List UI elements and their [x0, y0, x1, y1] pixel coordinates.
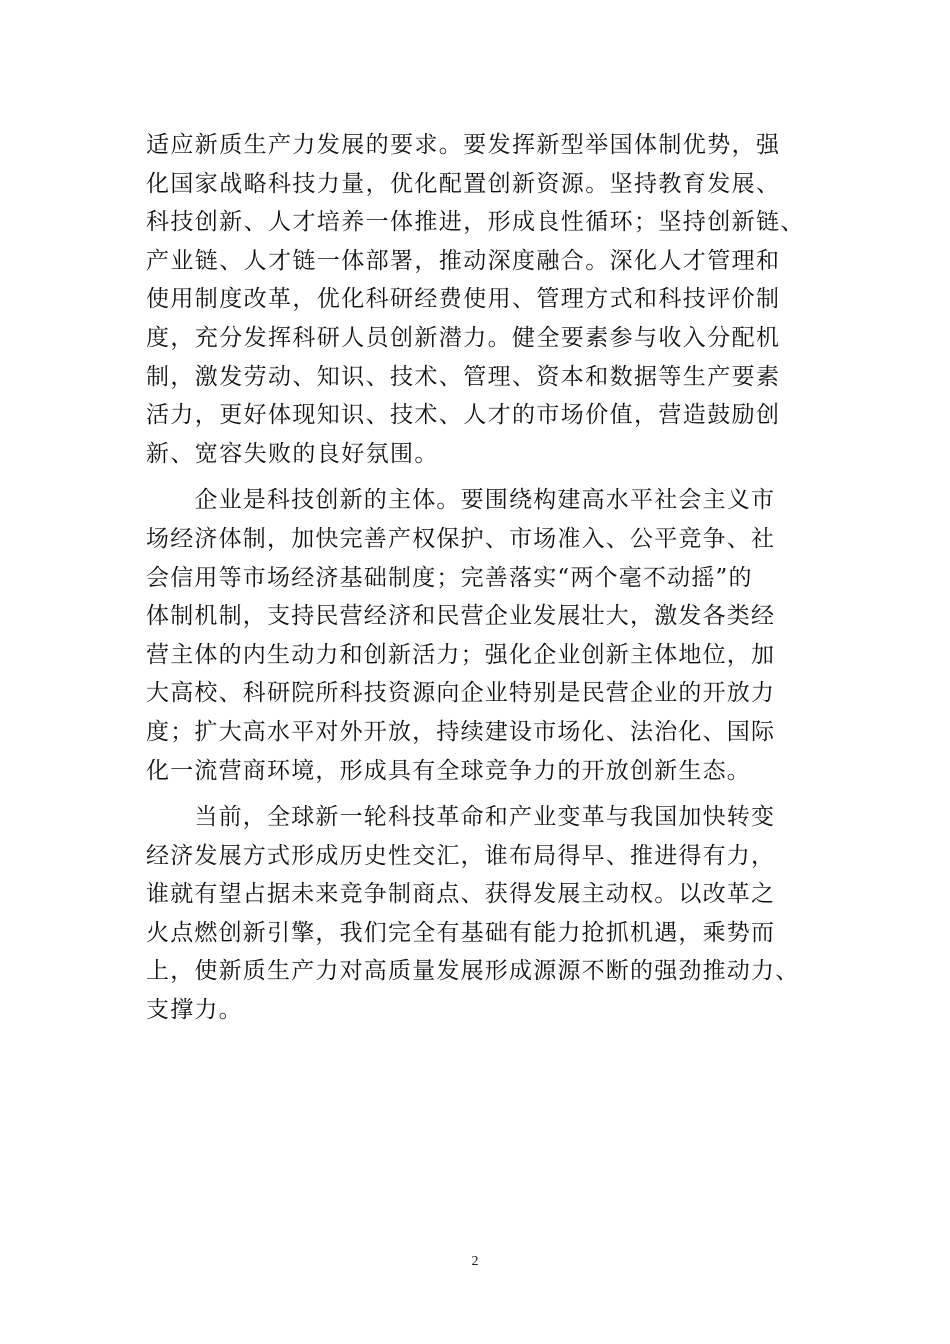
- text-line: 支撑力。: [146, 997, 243, 1024]
- text-line: 当前，全球新一轮科技革命和产业变革与我国加快转变: [146, 804, 776, 831]
- text-line: 化国家战略科技力量，优化配置创新资源。坚持教育发展、: [146, 170, 781, 197]
- text-line: 火点燃创新引擎，我们完全有基础有能力抢抓机遇，乘势而: [146, 919, 776, 946]
- text-line: 制，激发劳动、知识、技术、管理、资本和数据等生产要素: [146, 363, 781, 390]
- paragraph-3: [146, 798, 826, 1030]
- text-line: 经济发展方式形成历史性交汇，谁布局得早、推进得有力，: [146, 842, 776, 869]
- text-line: 化一流营商环境，形成具有全球竞争力的开放创新生态。: [146, 757, 751, 784]
- paragraph-1: [146, 126, 826, 473]
- text-line: 度，充分发挥科研人员创新潜力。健全要素参与收入分配机: [146, 324, 781, 351]
- text-line: 营主体的内生动力和创新活力；强化企业创新主体地位，加: [146, 641, 776, 668]
- text-line: 大高校、科研院所科技资源向企业特别是民营企业的开放力: [146, 680, 776, 707]
- text-line: 产业链、人才链一体部署，推动深度融合。深化人才管理和: [146, 247, 781, 274]
- text-line: 科技创新、人才培养一体推进，形成良性循环；坚持创新链、: [146, 209, 805, 236]
- text-line: 活力，更好体现知识、技术、人才的市场价值，营造鼓励创: [146, 402, 781, 429]
- text-line: 谁就有望占据未来竞争制商点、获得发展主动权。以改革之: [146, 881, 776, 908]
- paragraph-2: [146, 481, 826, 790]
- text-line: 适应新质生产力发展的要求。要发挥新型举国体制优势，强: [146, 132, 781, 158]
- text-line: 会信用等市场经济基础制度；完善落实“两个毫不动摇”的: [146, 564, 753, 591]
- text-line: 度；扩大高水平对外开放，持续建设市场化、法治化、国际: [146, 718, 776, 745]
- text-line: 场经济体制，加快完善产权保护、市场准入、公平竞争、社: [146, 525, 776, 552]
- text-line: 企业是科技创新的主体。要围绕构建高水平社会主义市: [146, 487, 776, 514]
- text-line: 体制机制，支持民营经济和民营企业发展壮大，激发各类经: [146, 603, 776, 630]
- text-line: 上，使新质生产力对高质量发展形成源源不断的强劲推动力、: [146, 958, 800, 985]
- page-number: 2: [471, 1254, 479, 1269]
- document-body: [146, 126, 826, 1030]
- text-line: 使用制度改革，优化科研经费使用、管理方式和科技评价制: [146, 286, 781, 313]
- text-line: 新、宽容失败的良好氛围。: [146, 440, 439, 467]
